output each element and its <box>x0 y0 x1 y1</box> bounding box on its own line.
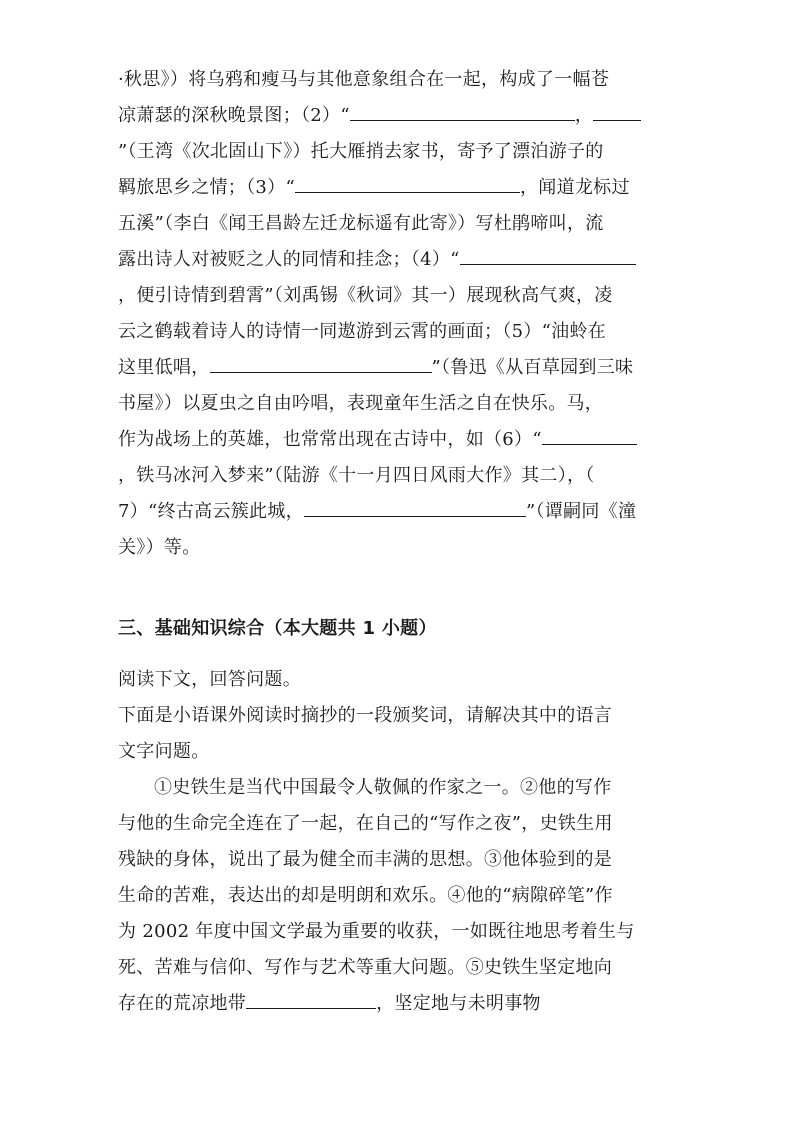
passage-line: 残缺的身体，说出了最为健全而丰满的思想。③他体验到的是 <box>118 849 613 870</box>
answer-blank[interactable] <box>350 104 575 121</box>
text-line: ”（王湾《次北固山下》）托大雁捎去家书，寄予了漂泊游子的 <box>118 141 604 162</box>
text-line: 7）“终古高云簇此城， ”（谭嗣同《潼 <box>118 501 637 522</box>
answer-blank[interactable] <box>460 248 636 265</box>
passage-line: ①史铁生是当代中国最令人敬佩的作家之一。②他的写作 <box>154 777 612 798</box>
text-line: 云之鹤载着诗人的诗情一同遨游到云霄的画面；（5）“油蛉在 <box>118 321 607 342</box>
answer-blank[interactable] <box>295 176 520 193</box>
text-line: 羁旅思乡之情；（3）“ ，闻道龙标过 <box>118 177 630 198</box>
text-line: 作为战场上的英雄，也常常出现在古诗中，如（6）“ <box>118 428 637 452</box>
answer-blank[interactable] <box>210 356 432 373</box>
instruction-text: 文字问题。 <box>118 741 210 762</box>
answer-blank[interactable] <box>246 992 376 1009</box>
text-line: ，铁马冰河入梦来”（陆游《十一月四日风雨大作》其二），（ <box>118 465 595 486</box>
text-line: 凉萧瑟的深秋晚景图；（2）“ ， <box>118 104 641 128</box>
text-line: 这里低唱， ”（鲁迅《从百草园到三味 <box>118 357 634 378</box>
passage-line: 生命的苦难，表达出的却是明朗和欢乐。④他的“病隙碎笔”作 <box>118 885 613 906</box>
passage-line: 与他的生命完全连在了一起，在自己的“写作之夜”，史铁生用 <box>118 813 613 834</box>
passage-line: 为 2002 年度中国文学最为重要的收获，一如既往地思考着生与 <box>118 921 635 942</box>
text-line: 五溪”（李白《闻王昌龄左迁龙标遥有此寄》）写杜鹃啼叫，流 <box>118 213 604 234</box>
text-line: 关》）等。 <box>118 537 201 558</box>
text-line: ·秋思》）将乌鸦和瘦马与其他意象组合在一起，构成了一幅苍 <box>118 69 610 90</box>
text-line: 书屋》）以夏虫之自由吟唱，表现童年生活之自在快乐。马， <box>118 393 604 414</box>
text-line: ，便引诗情到碧霄”（刘禹锡《秋词》其一）展现秋高气爽，凌 <box>118 285 613 306</box>
instruction-text: 阅读下文，回答问题。 <box>118 669 301 690</box>
answer-blank[interactable] <box>542 428 637 445</box>
answer-blank[interactable] <box>304 500 526 517</box>
passage-line: 存在的荒凉地带 ，坚定地与未明事物 <box>118 993 541 1014</box>
instruction-text: 下面是小语课外阅读时摘抄的一段颁奖词，请解决其中的语言 <box>118 705 613 726</box>
answer-blank[interactable] <box>593 104 641 121</box>
passage-line: 死、苦难与信仰、写作与艺术等重大问题。⑤史铁生坚定地向 <box>118 957 613 978</box>
text-line: 露出诗人对被贬之人的同情和挂念；（4）“ <box>118 248 636 272</box>
section-heading: 三、基础知识综合（本大题共 1 小题） <box>118 618 437 639</box>
